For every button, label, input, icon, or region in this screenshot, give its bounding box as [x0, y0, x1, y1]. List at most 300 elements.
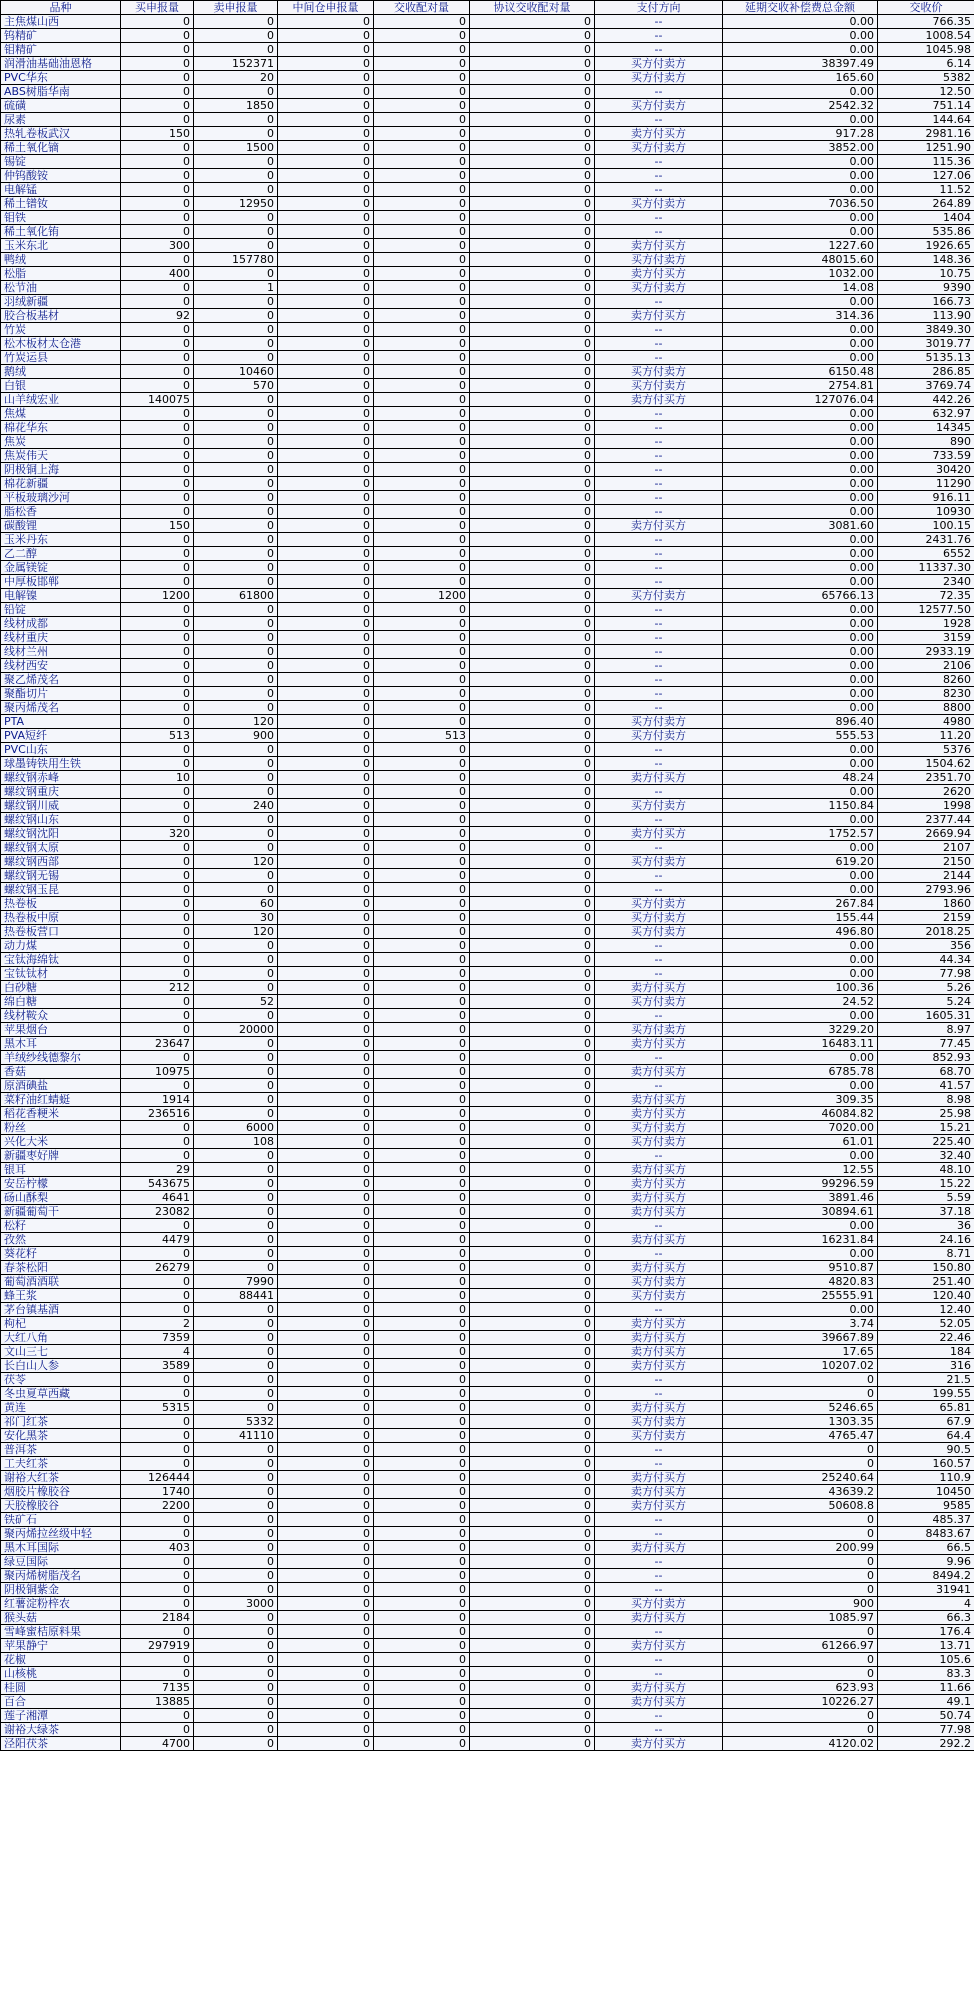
middle-declared-cell: 0	[278, 1135, 374, 1149]
deferred-compensation-cell: 496.80	[723, 925, 878, 939]
middle-declared-cell: 0	[278, 673, 374, 687]
table-row	[1, 1541, 974, 1555]
delivery-price-cell: 5.59	[878, 1191, 974, 1205]
agreement-matched-cell: 0	[470, 1303, 595, 1317]
table-row	[1, 1457, 974, 1471]
pay-direction-cell: 卖方付买方	[595, 127, 723, 141]
table-row	[1, 799, 974, 813]
buy-declared-cell: 0	[121, 477, 194, 491]
buy-declared-cell: 0	[121, 1625, 194, 1639]
middle-declared-cell: 0	[278, 729, 374, 743]
buy-declared-cell: 0	[121, 785, 194, 799]
pay-direction-cell: 卖方付买方	[595, 1401, 723, 1415]
agreement-matched-cell: 0	[470, 1611, 595, 1625]
pay-direction-cell: --	[595, 1583, 723, 1597]
variety-cell: 安岳柠檬	[1, 1177, 121, 1191]
table-row	[1, 295, 974, 309]
buy-declared-cell: 0	[121, 1429, 194, 1443]
table-row	[1, 1037, 974, 1051]
table-row	[1, 1303, 974, 1317]
delivery-price-cell: 49.1	[878, 1695, 974, 1709]
middle-declared-cell: 0	[278, 337, 374, 351]
middle-declared-cell: 0	[278, 1303, 374, 1317]
variety-cell: 聚乙烯茂名	[1, 673, 121, 687]
middle-declared-cell: 0	[278, 1695, 374, 1709]
deferred-compensation-cell: 16231.84	[723, 1233, 878, 1247]
buy-declared-cell: 0	[121, 1247, 194, 1261]
matched-cell: 0	[374, 631, 470, 645]
variety-cell: 黄连	[1, 1401, 121, 1415]
pay-direction-cell: 卖方付买方	[595, 827, 723, 841]
deferred-compensation-cell: 10207.02	[723, 1359, 878, 1373]
pay-direction-cell: 买方付卖方	[595, 855, 723, 869]
agreement-matched-cell: 0	[470, 337, 595, 351]
pay-direction-cell: --	[595, 225, 723, 239]
variety-cell: 主焦煤山西	[1, 15, 121, 29]
middle-declared-cell: 0	[278, 99, 374, 113]
middle-declared-cell: 0	[278, 155, 374, 169]
sell-declared-cell: 0	[194, 1205, 278, 1219]
delivery-price-cell: 292.2	[878, 1737, 974, 1751]
table-row	[1, 925, 974, 939]
table-row	[1, 15, 974, 29]
buy-declared-cell: 0	[121, 1667, 194, 1681]
buy-declared-cell: 150	[121, 127, 194, 141]
matched-cell: 0	[374, 1261, 470, 1275]
variety-cell: 春茶松阳	[1, 1261, 121, 1275]
middle-declared-cell: 0	[278, 631, 374, 645]
table-row	[1, 813, 974, 827]
buy-declared-cell: 0	[121, 197, 194, 211]
table-row	[1, 169, 974, 183]
delivery-price-cell: 15.21	[878, 1121, 974, 1135]
variety-cell: 螺纹钢山东	[1, 813, 121, 827]
buy-declared-cell: 0	[121, 85, 194, 99]
sell-declared-cell: 0	[194, 1499, 278, 1513]
matched-cell: 0	[374, 1107, 470, 1121]
buy-declared-cell: 0	[121, 617, 194, 631]
delivery-price-cell: 90.5	[878, 1443, 974, 1457]
matched-cell: 0	[374, 911, 470, 925]
matched-cell: 0	[374, 57, 470, 71]
table-row	[1, 1135, 974, 1149]
deferred-compensation-cell: 0.00	[723, 449, 878, 463]
agreement-matched-cell: 0	[470, 127, 595, 141]
agreement-matched-cell: 0	[470, 1387, 595, 1401]
agreement-matched-cell: 0	[470, 281, 595, 295]
deferred-compensation-cell: 0	[723, 1457, 878, 1471]
sell-declared-cell: 0	[194, 1079, 278, 1093]
sell-declared-cell: 3000	[194, 1597, 278, 1611]
sell-declared-cell: 0	[194, 603, 278, 617]
middle-declared-cell: 0	[278, 603, 374, 617]
middle-declared-cell: 0	[278, 743, 374, 757]
deferred-compensation-cell: 48.24	[723, 771, 878, 785]
delivery-price-cell: 12.40	[878, 1303, 974, 1317]
variety-cell: PTA	[1, 715, 121, 729]
table-row	[1, 715, 974, 729]
pay-direction-cell: --	[595, 477, 723, 491]
pay-direction-cell: 卖方付买方	[595, 1681, 723, 1695]
deferred-compensation-cell: 0.00	[723, 869, 878, 883]
middle-declared-cell: 0	[278, 351, 374, 365]
deferred-compensation-cell: 623.93	[723, 1681, 878, 1695]
matched-cell: 0	[374, 211, 470, 225]
sell-declared-cell: 0	[194, 1065, 278, 1079]
agreement-matched-cell: 0	[470, 1723, 595, 1737]
matched-cell: 0	[374, 519, 470, 533]
deferred-compensation-cell: 0.00	[723, 617, 878, 631]
sell-declared-cell: 0	[194, 407, 278, 421]
col-header-sell-declared: 卖申报量	[194, 1, 278, 15]
table-row	[1, 1723, 974, 1737]
table-row	[1, 337, 974, 351]
middle-declared-cell: 0	[278, 421, 374, 435]
deferred-compensation-cell: 0.00	[723, 939, 878, 953]
middle-declared-cell: 0	[278, 1065, 374, 1079]
delivery-price-cell: 30420	[878, 463, 974, 477]
middle-declared-cell: 0	[278, 267, 374, 281]
table-row	[1, 1443, 974, 1457]
delivery-price-cell: 1251.90	[878, 141, 974, 155]
buy-declared-cell: 0	[121, 673, 194, 687]
agreement-matched-cell: 0	[470, 211, 595, 225]
sell-declared-cell: 0	[194, 841, 278, 855]
agreement-matched-cell: 0	[470, 1429, 595, 1443]
table-row	[1, 1163, 974, 1177]
table-row	[1, 127, 974, 141]
buy-declared-cell: 0	[121, 855, 194, 869]
table-row	[1, 911, 974, 925]
buy-declared-cell: 0	[121, 925, 194, 939]
matched-cell: 0	[374, 785, 470, 799]
sell-declared-cell: 0	[194, 1359, 278, 1373]
delivery-price-cell: 120.40	[878, 1289, 974, 1303]
pay-direction-cell: --	[595, 183, 723, 197]
table-row	[1, 141, 974, 155]
table-row	[1, 1051, 974, 1065]
delivery-price-cell: 31941	[878, 1583, 974, 1597]
sell-declared-cell: 6000	[194, 1121, 278, 1135]
table-row	[1, 729, 974, 743]
variety-cell: 动力煤	[1, 939, 121, 953]
middle-declared-cell: 0	[278, 407, 374, 421]
sell-declared-cell: 20	[194, 71, 278, 85]
sell-declared-cell: 0	[194, 981, 278, 995]
deferred-compensation-cell: 0	[723, 1583, 878, 1597]
middle-declared-cell: 0	[278, 1345, 374, 1359]
sell-declared-cell: 0	[194, 225, 278, 239]
delivery-price-cell: 5.24	[878, 995, 974, 1009]
middle-declared-cell: 0	[278, 827, 374, 841]
deferred-compensation-cell: 0.00	[723, 211, 878, 225]
agreement-matched-cell: 0	[470, 169, 595, 183]
pay-direction-cell: 卖方付买方	[595, 1359, 723, 1373]
delivery-price-cell: 5376	[878, 743, 974, 757]
deferred-compensation-cell: 0.00	[723, 29, 878, 43]
variety-cell: 百合	[1, 1695, 121, 1709]
matched-cell: 0	[374, 421, 470, 435]
variety-cell: 线材鞍众	[1, 1009, 121, 1023]
delivery-price-cell: 8483.67	[878, 1527, 974, 1541]
pay-direction-cell: --	[595, 1569, 723, 1583]
variety-cell: 祁门红茶	[1, 1415, 121, 1429]
matched-cell: 0	[374, 827, 470, 841]
middle-declared-cell: 0	[278, 617, 374, 631]
matched-cell: 0	[374, 1625, 470, 1639]
delivery-price-cell: 766.35	[878, 15, 974, 29]
delivery-price-cell: 2018.25	[878, 925, 974, 939]
deferred-compensation-cell: 0	[723, 1569, 878, 1583]
variety-cell: 鸭绒	[1, 253, 121, 267]
agreement-matched-cell: 0	[470, 1037, 595, 1051]
pay-direction-cell: 买方付卖方	[595, 379, 723, 393]
matched-cell: 0	[374, 1079, 470, 1093]
sell-declared-cell: 0	[194, 1625, 278, 1639]
middle-declared-cell: 0	[278, 491, 374, 505]
pay-direction-cell: --	[595, 29, 723, 43]
matched-cell: 0	[374, 701, 470, 715]
pay-direction-cell: --	[595, 883, 723, 897]
table-row	[1, 1121, 974, 1135]
pay-direction-cell: 卖方付买方	[595, 1065, 723, 1079]
agreement-matched-cell: 0	[470, 1443, 595, 1457]
pay-direction-cell: --	[595, 1149, 723, 1163]
table-row	[1, 1065, 974, 1079]
deferred-compensation-cell: 896.40	[723, 715, 878, 729]
deferred-compensation-cell: 1032.00	[723, 267, 878, 281]
delivery-price-cell: 5135.13	[878, 351, 974, 365]
matched-cell: 0	[374, 365, 470, 379]
agreement-matched-cell: 0	[470, 1471, 595, 1485]
pay-direction-cell: 卖方付买方	[595, 1737, 723, 1751]
middle-declared-cell: 0	[278, 463, 374, 477]
sell-declared-cell: 157780	[194, 253, 278, 267]
middle-declared-cell: 0	[278, 589, 374, 603]
variety-cell: 茯苓	[1, 1373, 121, 1387]
sell-declared-cell: 0	[194, 29, 278, 43]
agreement-matched-cell: 0	[470, 659, 595, 673]
middle-declared-cell: 0	[278, 1093, 374, 1107]
middle-declared-cell: 0	[278, 449, 374, 463]
buy-declared-cell: 140075	[121, 393, 194, 407]
middle-declared-cell: 0	[278, 1373, 374, 1387]
pay-direction-cell: 买方付卖方	[595, 1023, 723, 1037]
delivery-price-cell: 160.57	[878, 1457, 974, 1471]
table-row	[1, 687, 974, 701]
matched-cell: 0	[374, 1135, 470, 1149]
delivery-price-cell: 10450	[878, 1485, 974, 1499]
table-row	[1, 99, 974, 113]
sell-declared-cell: 0	[194, 421, 278, 435]
middle-declared-cell: 0	[278, 519, 374, 533]
table-row	[1, 239, 974, 253]
pay-direction-cell: --	[595, 631, 723, 645]
pay-direction-cell: 买方付卖方	[595, 1121, 723, 1135]
deferred-compensation-cell: 0.00	[723, 603, 878, 617]
agreement-matched-cell: 0	[470, 71, 595, 85]
agreement-matched-cell: 0	[470, 561, 595, 575]
delivery-price-cell: 36	[878, 1219, 974, 1233]
buy-declared-cell: 0	[121, 1653, 194, 1667]
sell-declared-cell: 0	[194, 449, 278, 463]
table-row	[1, 743, 974, 757]
matched-cell: 0	[374, 743, 470, 757]
sell-declared-cell: 0	[194, 1653, 278, 1667]
matched-cell: 0	[374, 1149, 470, 1163]
pay-direction-cell: --	[595, 351, 723, 365]
agreement-matched-cell: 0	[470, 1079, 595, 1093]
agreement-matched-cell: 0	[470, 253, 595, 267]
agreement-matched-cell: 0	[470, 617, 595, 631]
delivery-price-cell: 3849.30	[878, 323, 974, 337]
middle-declared-cell: 0	[278, 1121, 374, 1135]
buy-declared-cell: 0	[121, 575, 194, 589]
sell-declared-cell: 0	[194, 1667, 278, 1681]
matched-cell: 0	[374, 1177, 470, 1191]
deferred-compensation-cell: 0.00	[723, 15, 878, 29]
buy-declared-cell: 0	[121, 491, 194, 505]
buy-declared-cell: 10975	[121, 1065, 194, 1079]
pay-direction-cell: 卖方付买方	[595, 1261, 723, 1275]
buy-declared-cell: 23082	[121, 1205, 194, 1219]
matched-cell: 0	[374, 169, 470, 183]
matched-cell: 0	[374, 1359, 470, 1373]
sell-declared-cell: 0	[194, 673, 278, 687]
delivery-price-cell: 184	[878, 1345, 974, 1359]
pay-direction-cell: 买方付卖方	[595, 1597, 723, 1611]
middle-declared-cell: 0	[278, 1457, 374, 1471]
middle-declared-cell: 0	[278, 771, 374, 785]
deferred-compensation-cell: 155.44	[723, 911, 878, 925]
middle-declared-cell: 0	[278, 575, 374, 589]
variety-cell: 阴极铜上海	[1, 463, 121, 477]
deferred-compensation-cell: 4820.83	[723, 1275, 878, 1289]
variety-cell: 竹炭运县	[1, 351, 121, 365]
deferred-compensation-cell: 1227.60	[723, 239, 878, 253]
middle-declared-cell: 0	[278, 925, 374, 939]
delivery-price-cell: 3159	[878, 631, 974, 645]
matched-cell: 0	[374, 1555, 470, 1569]
delivery-price-cell: 64.4	[878, 1429, 974, 1443]
middle-declared-cell: 0	[278, 883, 374, 897]
buy-declared-cell: 0	[121, 99, 194, 113]
delivery-price-cell: 83.3	[878, 1667, 974, 1681]
agreement-matched-cell: 0	[470, 1569, 595, 1583]
delivery-price-cell: 2793.96	[878, 883, 974, 897]
deferred-compensation-cell: 2754.81	[723, 379, 878, 393]
buy-declared-cell: 0	[121, 281, 194, 295]
variety-cell: 茅台镇基酒	[1, 1303, 121, 1317]
buy-declared-cell: 0	[121, 1527, 194, 1541]
sell-declared-cell: 0	[194, 1555, 278, 1569]
middle-declared-cell: 0	[278, 659, 374, 673]
agreement-matched-cell: 0	[470, 1345, 595, 1359]
matched-cell: 0	[374, 1429, 470, 1443]
sell-declared-cell: 1850	[194, 99, 278, 113]
deferred-compensation-cell: 0.00	[723, 813, 878, 827]
table-row	[1, 323, 974, 337]
middle-declared-cell: 0	[278, 57, 374, 71]
deferred-compensation-cell: 0.00	[723, 421, 878, 435]
middle-declared-cell: 0	[278, 1681, 374, 1695]
variety-cell: 绿豆国际	[1, 1555, 121, 1569]
deferred-compensation-cell: 0.00	[723, 113, 878, 127]
middle-declared-cell: 0	[278, 1079, 374, 1093]
delivery-price-cell: 264.89	[878, 197, 974, 211]
matched-cell: 0	[374, 1415, 470, 1429]
table-row	[1, 379, 974, 393]
buy-declared-cell: 0	[121, 953, 194, 967]
deferred-compensation-cell: 3852.00	[723, 141, 878, 155]
buy-declared-cell: 0	[121, 1149, 194, 1163]
delivery-price-cell: 100.15	[878, 519, 974, 533]
agreement-matched-cell: 0	[470, 1583, 595, 1597]
sell-declared-cell: 1	[194, 281, 278, 295]
delivery-price-cell: 2351.70	[878, 771, 974, 785]
pay-direction-cell: 买方付卖方	[595, 1135, 723, 1149]
buy-declared-cell: 26279	[121, 1261, 194, 1275]
variety-cell: 谢裕大红茶	[1, 1471, 121, 1485]
table-row	[1, 561, 974, 575]
variety-cell: 尿素	[1, 113, 121, 127]
deferred-compensation-cell: 1303.35	[723, 1415, 878, 1429]
middle-declared-cell: 0	[278, 43, 374, 57]
pay-direction-cell: 卖方付买方	[595, 393, 723, 407]
middle-declared-cell: 0	[278, 1429, 374, 1443]
sell-declared-cell: 120	[194, 925, 278, 939]
deferred-compensation-cell: 6150.48	[723, 365, 878, 379]
sell-declared-cell: 88441	[194, 1289, 278, 1303]
sell-declared-cell: 0	[194, 757, 278, 771]
middle-declared-cell: 0	[278, 505, 374, 519]
table-row	[1, 981, 974, 995]
sell-declared-cell: 0	[194, 1737, 278, 1751]
matched-cell: 0	[374, 477, 470, 491]
table-row	[1, 575, 974, 589]
matched-cell: 0	[374, 981, 470, 995]
delivery-price-cell: 890	[878, 435, 974, 449]
deferred-compensation-cell: 0.00	[723, 785, 878, 799]
deferred-compensation-cell: 2542.32	[723, 99, 878, 113]
sell-declared-cell: 0	[194, 771, 278, 785]
variety-cell: 泾阳茯茶	[1, 1737, 121, 1751]
buy-declared-cell: 0	[121, 1457, 194, 1471]
buy-declared-cell: 0	[121, 1709, 194, 1723]
variety-cell: 稀土氧化铕	[1, 225, 121, 239]
table-row	[1, 645, 974, 659]
table-row	[1, 1583, 974, 1597]
table-row	[1, 1513, 974, 1527]
middle-declared-cell: 0	[278, 1233, 374, 1247]
buy-declared-cell: 0	[121, 561, 194, 575]
agreement-matched-cell: 0	[470, 1653, 595, 1667]
table-row	[1, 1695, 974, 1709]
middle-declared-cell: 0	[278, 15, 374, 29]
table-row	[1, 1527, 974, 1541]
buy-declared-cell: 0	[121, 505, 194, 519]
agreement-matched-cell: 0	[470, 407, 595, 421]
agreement-matched-cell: 0	[470, 1051, 595, 1065]
buy-declared-cell: 92	[121, 309, 194, 323]
agreement-matched-cell: 0	[470, 1247, 595, 1261]
buy-declared-cell: 0	[121, 351, 194, 365]
sell-declared-cell: 0	[194, 939, 278, 953]
table-row	[1, 1107, 974, 1121]
buy-declared-cell: 0	[121, 1303, 194, 1317]
variety-cell: 胶合板基材	[1, 309, 121, 323]
buy-declared-cell: 0	[121, 71, 194, 85]
